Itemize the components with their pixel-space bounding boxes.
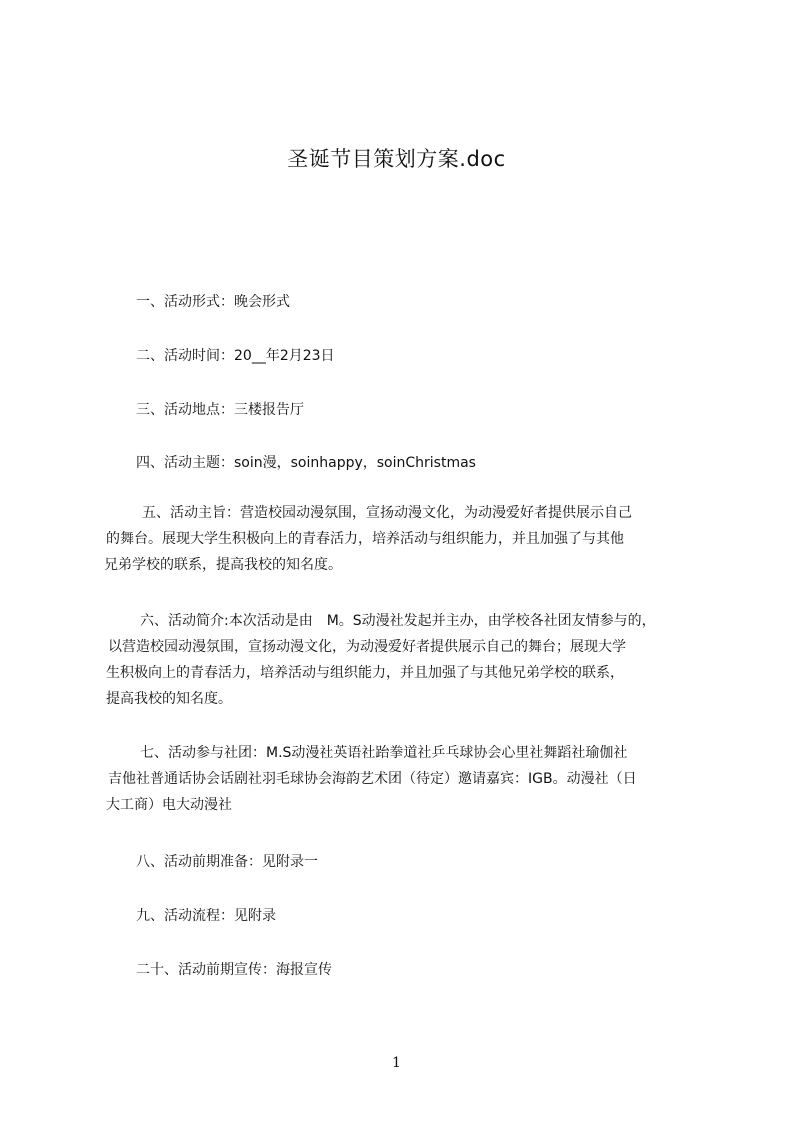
paragraph-line: 五、活动主旨：营造校园动漫氛围，宣扬动漫文化，为动漫爱好者提供展示自己 (142, 505, 632, 521)
paragraph-line: 的舞台。展现大学生积极向上的青春活力，培养活动与组织能力，并且加强了与其他 (106, 531, 624, 547)
paragraph-line: 以营造校园动漫氛围，宣扬动漫文化，为动漫爱好者提供展示自己的舞台；展现大学 (108, 639, 626, 655)
document-title: 圣诞节目策划方案.doc (287, 147, 506, 171)
item-activity-time: 二、活动时间：20__年2月23日 (136, 348, 335, 364)
paragraph-line: 六、活动简介:本次活动是由 M。S动漫社发起并主办，由学校各社团友情参与的， (140, 613, 656, 629)
paragraph-line: 生积极向上的青春活力，培养活动与组织能力，并且加强了与其他兄弟学校的联系， (106, 665, 624, 681)
item-publicity: 二十、活动前期宣传：海报宣传 (136, 962, 332, 978)
paragraph-clubs (106, 740, 696, 818)
item-activity-theme: 四、活动主题：soin漫，soinhappy，soinChristmas (136, 455, 476, 471)
item-process: 九、活动流程：见附录 (136, 908, 276, 924)
paragraph-intro (106, 608, 656, 712)
paragraph-line: 大工商）电大动漫社 (106, 797, 232, 813)
paragraph-line: 七、活动参与社团：M.S动漫社英语社跆拳道社乒乓球协会心里社舞蹈社瑜伽社 (140, 745, 628, 761)
item-activity-location: 三、活动地点：三楼报告厅 (136, 402, 304, 418)
paragraph-purpose (106, 500, 632, 578)
paragraph-line: 吉他社普通话协会话剧社羽毛球协会海韵艺术团（待定）邀请嘉宾：IGB。动漫社（日 (108, 771, 637, 787)
paragraph-line: 兄弟学校的联系，提高我校的知名度。 (104, 557, 342, 573)
page-number: 1 (392, 1055, 401, 1071)
paragraph-line: 提高我校的知名度。 (106, 691, 232, 707)
item-activity-format: 一、活动形式：晚会形式 (136, 294, 290, 310)
item-preparation: 八、活动前期准备：见附录一 (136, 854, 318, 870)
